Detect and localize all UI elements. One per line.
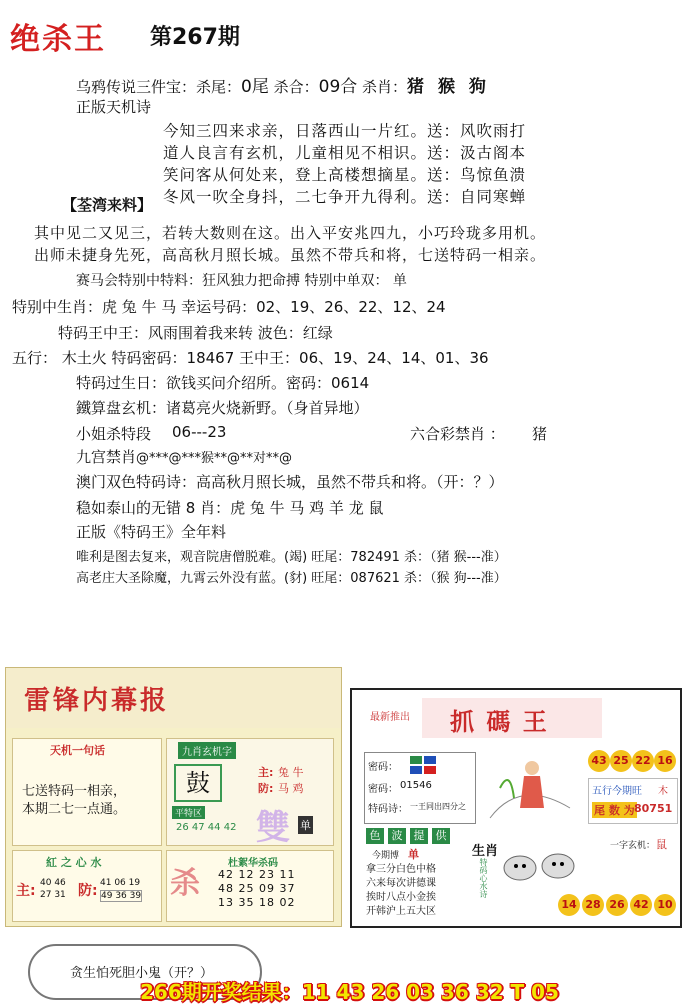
vertical-label: 特码心水诗	[479, 858, 488, 898]
fang-value: 马 鸡	[278, 782, 304, 795]
bottom-ball-2: 28	[582, 894, 604, 916]
bottom-ball-3: 26	[606, 894, 628, 916]
tail-value: 80751	[634, 802, 673, 815]
pwd-label-1: 密码：	[368, 762, 398, 773]
heart-fang: 防:	[78, 883, 98, 899]
oneword-label: 一字玄机：	[610, 841, 656, 851]
illustration-icon	[480, 748, 584, 824]
kill-row-2: 48 25 09 37	[218, 882, 296, 895]
heart-nums-2: 27 31	[40, 890, 66, 900]
miss-label: 小姐杀特段	[76, 425, 152, 443]
wuxing-line: 五行： 木土火 特码密码：18467 王中王：06、19、24、14、01、36	[12, 349, 489, 367]
bottom-ball-5: 10	[654, 894, 676, 916]
top-ball-2: 25	[610, 750, 632, 772]
crow-xiao: 猪 猴 狗	[407, 77, 490, 97]
verse-3: 挨时八点小金挨	[366, 892, 436, 903]
center-glyph: 鼓	[174, 764, 222, 802]
bottom-ball-1: 14	[558, 894, 580, 916]
tepoem-label: 特码诗：	[368, 804, 408, 815]
crow-xiao-label: 杀肖：	[357, 78, 408, 96]
heart-nums-1: 40 46	[40, 878, 66, 888]
taishan-line: 稳如泰山的无错 8 肖：虎 兔 牛 马 鸡 羊 龙 鼠	[76, 499, 384, 517]
leifeng-title: 雷锋内幕报	[24, 686, 170, 716]
jin-value: 单	[408, 848, 419, 861]
center-label: 九肖玄机字	[178, 742, 236, 759]
jin-label: 今期博	[372, 851, 400, 861]
heart-nums-4: 49 36 39	[101, 891, 142, 901]
only-line-1: 唯利是图去复来，观音院唐僧脱难。(竭) 旺尾：782491 杀：（猪 猴---准）	[76, 550, 507, 565]
pingte-value: 26 47 44 42	[176, 822, 237, 833]
issue-number: 第267期	[150, 25, 240, 50]
heart-nums-3: 41 06 19	[100, 878, 141, 888]
zhuama-title: 抓 碼 王	[450, 707, 549, 736]
liuhe-value: 猪	[532, 425, 548, 443]
top-ball-3: 22	[632, 750, 654, 772]
big-glyph: 雙	[256, 808, 290, 848]
nine-label: 九宫禁肖	[76, 448, 137, 466]
tw-label: 【荃湾来料】	[62, 196, 153, 214]
verse-4: 开韩沪上五大区	[366, 906, 436, 917]
kill-label: 杜絮华杀码	[228, 858, 278, 869]
tw-line-2: 出师未捷身先死，高高秋月照长城。虽然不带兵和将，七送特码一相亲。	[34, 246, 547, 264]
sheng-label: 生肖	[472, 844, 499, 859]
cows-icon	[500, 838, 580, 894]
birthday-line: 特码过生日：欲钱买问介绍所。密码：0614	[76, 374, 370, 392]
zhu-label: 主:	[258, 766, 274, 779]
tepoem-value: 一王同出四分之	[410, 802, 466, 811]
wuxing-value: 木	[658, 786, 668, 797]
new-tag: 最新推出	[370, 712, 410, 723]
word-4: 供	[432, 828, 450, 844]
fang-label: 防:	[258, 782, 274, 795]
kill-glyph: 杀	[170, 866, 200, 901]
sky-label: 天机一句话	[50, 744, 105, 757]
dan-badge: 单	[298, 816, 313, 834]
leifeng-panel	[5, 667, 342, 927]
macau-line: 澳门双色特码诗：高高秋月照长城，虽然不带兵和将。（开：？）	[76, 473, 504, 491]
word-1: 色	[366, 828, 384, 844]
word-2: 波	[388, 828, 406, 844]
kill-row-1: 42 12 23 11	[218, 868, 296, 881]
horse-line: 赛马会特别中特料：狂风独力把命搏 特别中单双： 单	[76, 273, 407, 289]
zhu-value: 兔 牛	[278, 766, 304, 779]
tail-label: 尾 数 为	[594, 804, 635, 817]
kill-row-3: 13 35 18 02	[218, 896, 296, 909]
heart-zhu: 主:	[16, 883, 36, 899]
crow-he-label: 杀合：	[268, 78, 319, 96]
top-ball-4: 16	[654, 750, 676, 772]
poem-line-4: 冬风一吹全身抖，二七争开九得利。送：自同寒蝉	[163, 188, 527, 206]
draw-result: 266期开奖结果：11 43 26 03 36 32 T 05	[140, 980, 559, 1004]
word-3: 提	[410, 828, 428, 844]
fullyear-line: 正版《特码王》全年料	[76, 523, 227, 541]
liuhe-label: 六合彩禁肖 ：	[410, 425, 505, 443]
top-ball-1: 43	[588, 750, 610, 772]
sky-text-1: 七送特码一相亲，	[22, 784, 127, 799]
poem-title: 正版天机诗	[76, 98, 152, 116]
king-line: 特码王中王：风雨围着我来转 波色：红绿	[58, 324, 333, 342]
crow-label: 乌鸦传说三件宝：杀尾：	[76, 78, 242, 96]
cloud-text: 贪生怕死胆小鬼（开？）	[70, 966, 214, 981]
logo-icon	[410, 756, 436, 774]
bottom-ball-4: 42	[630, 894, 652, 916]
poem-line-1: 今知三四来求亲，日落西山一片红。送：风吹雨打	[163, 122, 527, 140]
wuxing-label: 五行今期旺	[592, 786, 642, 797]
crow-line	[76, 72, 490, 97]
shengxiao-line: 特别中生肖：虎 兔 牛 马 幸运号码：02、19、26、22、12、24	[12, 298, 446, 316]
poem-line-2: 道人良言有玄机，儿童相见不相识。送：汲古阁本	[163, 144, 527, 162]
zhuama-panel	[350, 688, 682, 928]
oneword-value: 鼠	[656, 838, 667, 851]
abacus-line: 鐵算盘玄机：诸葛亮火烧新野。（身首异地）	[76, 399, 369, 417]
heart-label: 紅 之 心 水	[46, 856, 102, 869]
crow-he: 09合	[318, 77, 358, 97]
pwd-label-2: 密码：	[368, 784, 398, 795]
poem-line-3: 笑问客从何处来，登上高楼想摘星。送：鸟惊鱼溃	[163, 166, 527, 184]
nine-palace	[76, 446, 292, 467]
crow-tail: 0尾	[241, 77, 269, 97]
miss-value: 06---23	[172, 423, 227, 441]
only-line-2: 高老庄大圣除魔，九霄云外没有蓝。(豺) 旺尾：087621 杀：（猴 狗---准）	[76, 571, 507, 586]
pingte-label: 平特区	[172, 806, 205, 819]
nine-value: @***@***猴**@**对**@	[136, 451, 293, 466]
sky-text-2: 本期二七一点通。	[22, 802, 127, 817]
verse-2: 六来每次讲德课	[366, 878, 436, 889]
verse-1: 拿三分白色中格	[366, 864, 436, 875]
tw-line-1: 其中见二又见三，若转大数则在这。出入平安兆四九，小巧玲珑多用机。	[34, 224, 547, 242]
pwd-value: 01546	[400, 780, 432, 791]
page-title: 绝杀王	[10, 22, 106, 57]
